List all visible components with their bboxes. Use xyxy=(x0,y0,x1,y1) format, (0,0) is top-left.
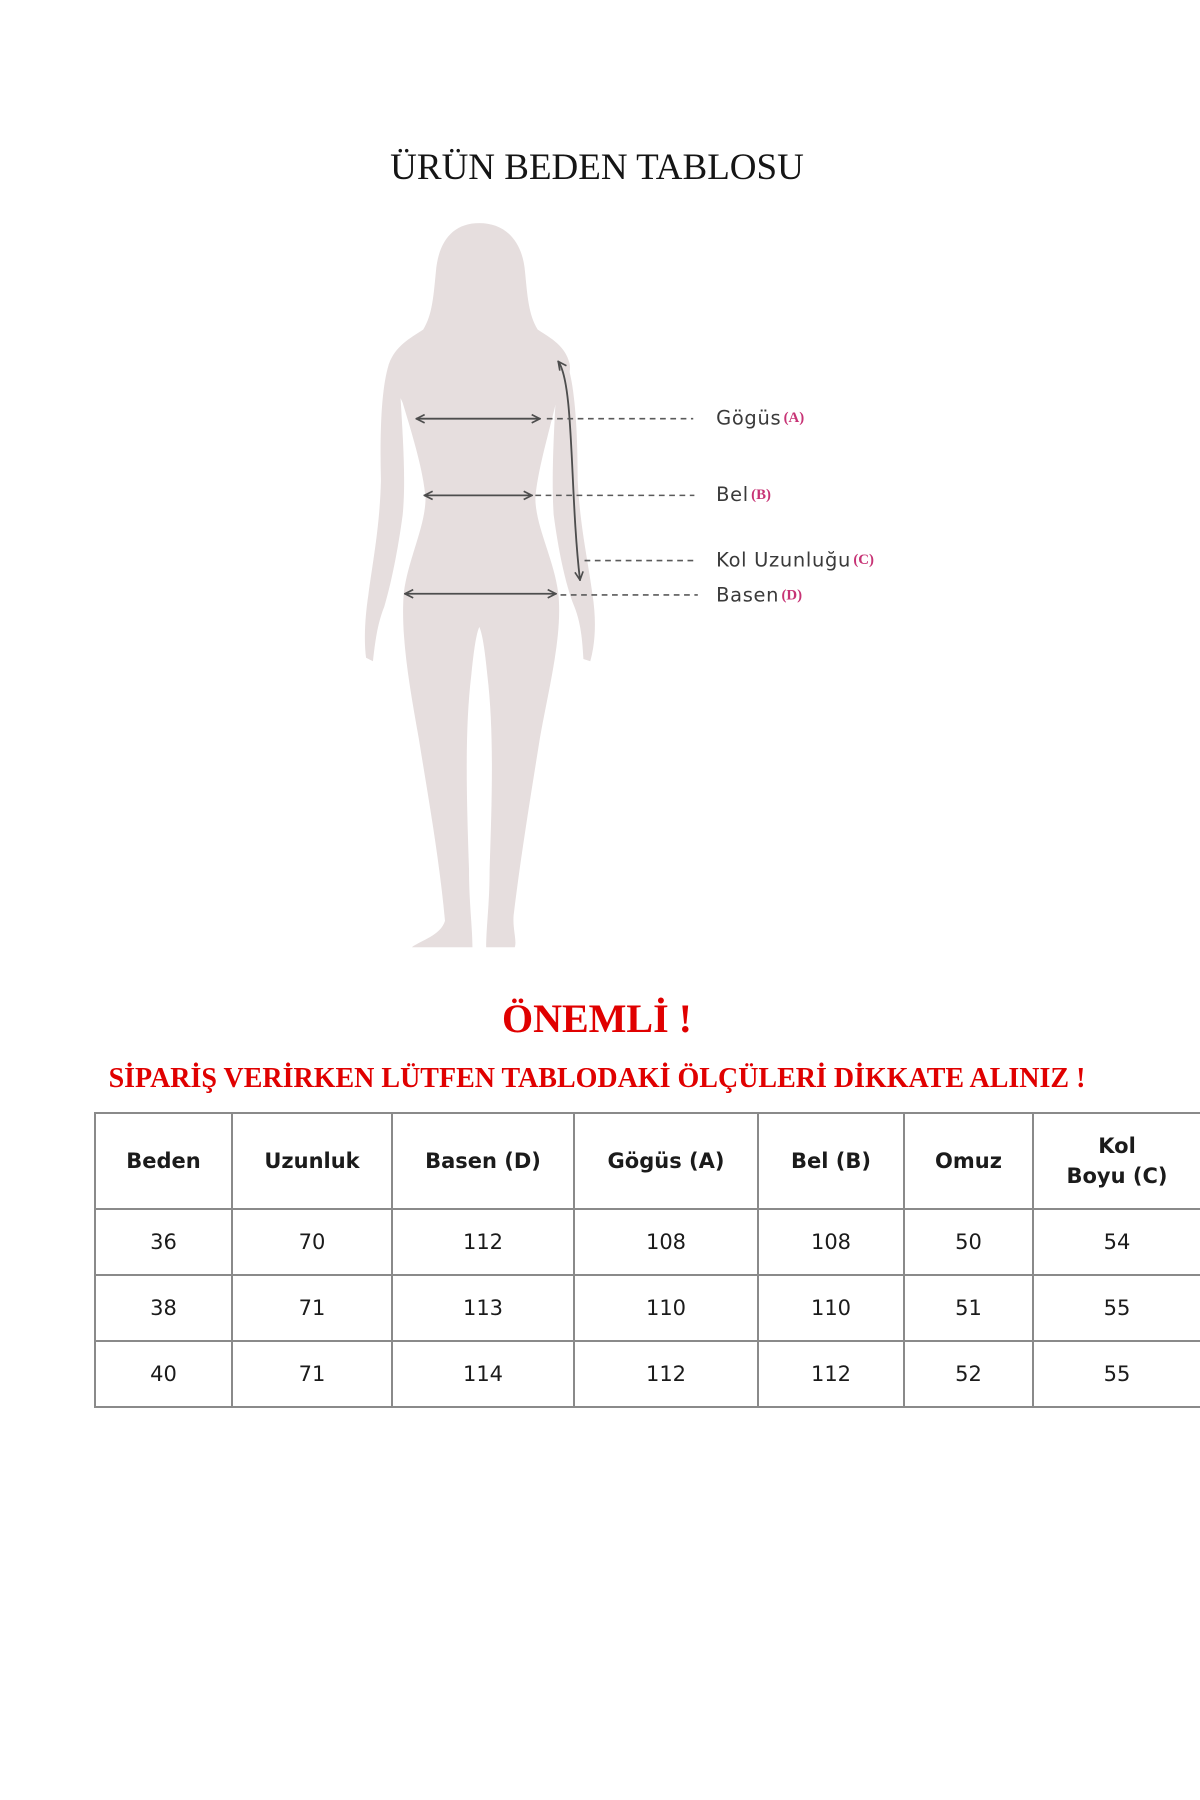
cell-kol-boyu: 55 xyxy=(1033,1275,1200,1341)
cell-bel: 108 xyxy=(758,1209,904,1275)
cell-basen: 114 xyxy=(392,1341,574,1407)
cell-bel: 112 xyxy=(758,1341,904,1407)
table-row xyxy=(95,1209,1200,1275)
cell-gogus: 112 xyxy=(574,1341,758,1407)
waist-label-code: (B) xyxy=(751,486,771,503)
cell-omuz: 50 xyxy=(904,1209,1033,1275)
cell-basen: 112 xyxy=(392,1209,574,1275)
cell-kol-boyu: 54 xyxy=(1033,1209,1200,1275)
torso-silhouette xyxy=(389,223,570,947)
cell-beden: 40 xyxy=(95,1341,232,1407)
cell-omuz: 52 xyxy=(904,1341,1033,1407)
sleeve-label-name: Kol Uzunluğu xyxy=(716,548,852,572)
cell-gogus: 110 xyxy=(574,1275,758,1341)
column-header-gogus: Gögüs (A) xyxy=(574,1113,758,1209)
cell-beden: 38 xyxy=(95,1275,232,1341)
column-header-basen: Basen (D) xyxy=(392,1113,574,1209)
warning-message: SİPARİŞ VERİRKEN LÜTFEN TABLODAKİ ÖLÇÜLERİ DİKKATE ALINIZ ! xyxy=(108,1063,1086,1094)
warning-heading: ÖNEMLİ ! xyxy=(502,996,692,1041)
chest-label xyxy=(716,406,804,429)
hip-label xyxy=(716,584,802,607)
table-row xyxy=(95,1275,1200,1341)
column-header-kol-boyu: Kol Boyu (C) xyxy=(1033,1113,1200,1209)
chest-label-code: (A) xyxy=(783,410,805,427)
cell-uzunluk: 70 xyxy=(232,1209,392,1275)
column-header-bel: Bel (B) xyxy=(758,1113,904,1209)
page-title: ÜRÜN BEDEN TABLOSU xyxy=(390,147,804,188)
column-header-beden: Beden xyxy=(95,1113,232,1209)
table-row xyxy=(95,1341,1200,1407)
sleeve-label-code: (C) xyxy=(853,552,874,569)
cell-uzunluk: 71 xyxy=(232,1275,392,1341)
size-table xyxy=(94,1112,1200,1408)
cell-uzunluk: 71 xyxy=(232,1341,392,1407)
table-head xyxy=(95,1113,1200,1209)
sleeve-label xyxy=(716,548,874,571)
left-arm-silhouette xyxy=(365,364,404,661)
waist-label xyxy=(716,483,771,506)
cell-omuz: 51 xyxy=(904,1275,1033,1341)
chest-label-name: Gögüs xyxy=(716,406,782,430)
column-header-omuz: Omuz xyxy=(904,1113,1033,1209)
cell-beden: 36 xyxy=(95,1209,232,1275)
table-header-row xyxy=(95,1113,1200,1209)
waist-label-name: Bel xyxy=(716,483,749,507)
cell-gogus: 108 xyxy=(574,1209,758,1275)
hip-label-name: Basen xyxy=(716,583,780,607)
measurement-labels xyxy=(716,406,874,606)
table-body xyxy=(95,1209,1200,1407)
hip-label-code: (D) xyxy=(781,587,803,604)
column-header-uzunluk: Uzunluk xyxy=(232,1113,392,1209)
body-silhouette xyxy=(365,223,595,947)
cell-kol-boyu: 55 xyxy=(1033,1341,1200,1407)
cell-bel: 110 xyxy=(758,1275,904,1341)
cell-basen: 113 xyxy=(392,1275,574,1341)
